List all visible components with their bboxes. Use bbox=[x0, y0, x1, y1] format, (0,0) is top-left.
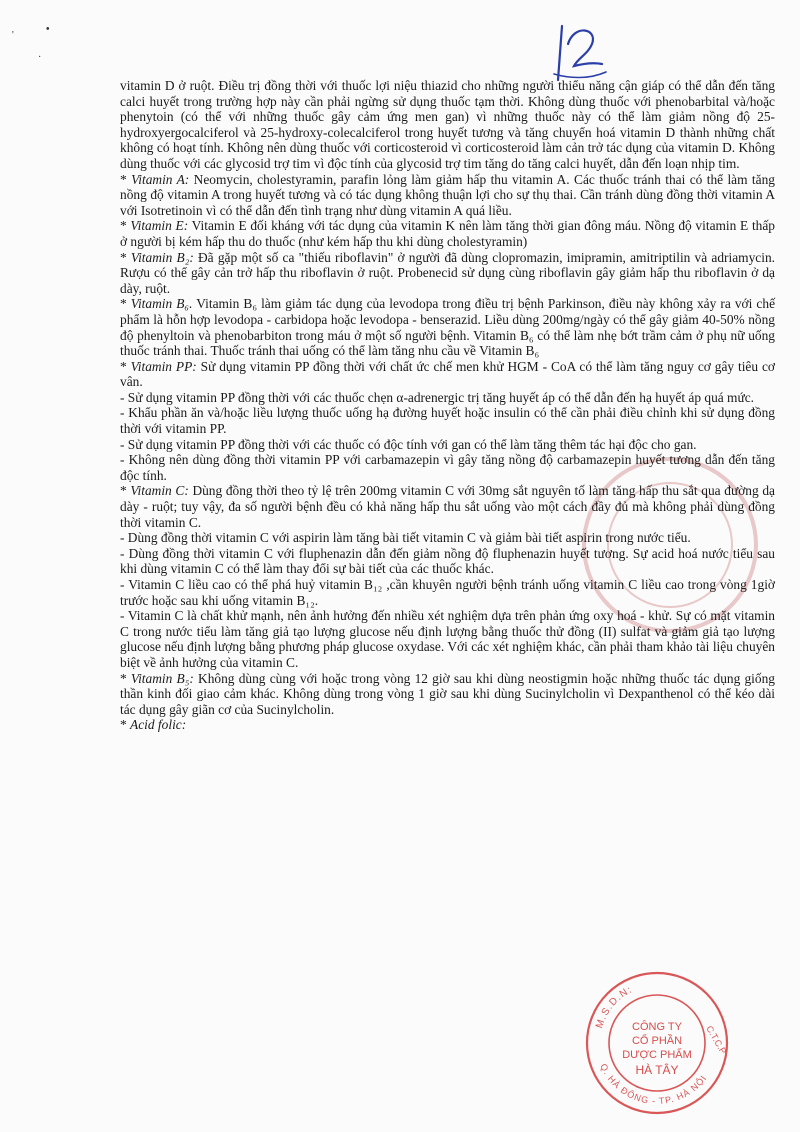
paragraph bbox=[120, 608, 775, 670]
paragraph-text: - Vitamin C là chất khử mạnh, nên ảnh hưởng đến nhiều xét nghiệm dựa trên phản ứng oxy hoá - khử. Sự có mặt vitamin C trong nước tiểu làm tăng giả tạo lượng glucose nếu định lượng bằng thuốc thử đồng (II) sulfat và giảm giả tạo lượng glucose nếu định lượng bằng phương pháp glucose oxydase. Với các xét nghiệm khác, cần phải tham khảo tài liệu chuyên biệt về ảnh hưởng của vitamin C. bbox=[120, 608, 775, 670]
bullet: * bbox=[120, 171, 132, 187]
section-label: Acid folic: bbox=[130, 717, 187, 733]
paragraph-text: - Vitamin C liều cao có thể phá huỷ vitamin B₁₂ ,cần khuyên người bệnh tránh uống vitamin C liều cao trong vòng 1giờ trước hoặc sau khi uống vitamin B₁₂. bbox=[120, 577, 775, 608]
section-label: Vitamin PP: bbox=[130, 358, 197, 374]
scan-speck: · bbox=[38, 52, 42, 63]
bullet: * bbox=[120, 218, 131, 234]
paragraph-text: Vitamin E đối kháng với tác dụng của vitamin K nên làm tăng thời gian đông máu. Nồng độ vitamin E thấp ở người bị kém hấp thu do thuốc (như kém hấp thu khi dùng cholestyramin) bbox=[120, 218, 776, 249]
paragraph bbox=[120, 671, 775, 718]
section-label: Vitamin B₂: bbox=[130, 249, 194, 265]
paragraph bbox=[120, 359, 775, 390]
paragraph bbox=[120, 452, 775, 483]
seal-ring-top-text: M.S.D.N: bbox=[594, 984, 635, 1030]
paragraph-text: Vitamin B₆ làm giảm tác dụng của levodopa trong điều trị bệnh Parkinson, điều này không xảy ra với chế phẩm là hỗn hợp levodopa - carbidopa hoặc levodopa - benserazid. Liều dùng 200mg/ngày có thể gây giảm 40-50% nồng độ phenyltoin và phenobarbiton trong máu ở một số người bệnh. Vitamin B₆ có thể làm nhẹ bớt trầm cảm ở phụ nữ uống thuốc tránh thai. Thuốc tránh thai uống có thể làm tăng nhu cầu về Vitamin B₆ bbox=[120, 296, 776, 359]
paragraph bbox=[120, 577, 775, 608]
paragraph-text: Dùng đồng thời theo tỷ lệ trên 200mg vitamin C với 30mg sắt nguyên tố làm tăng hấp thu sắt qua đường dạ dày - ruột; tuy vậy, đa số người bệnh đều có khả năng hấp thu sắt uống vào một cách đầy đủ mà không phải dùng đồng thời vitamin C. bbox=[120, 483, 775, 530]
paragraph bbox=[120, 250, 775, 297]
paragraph-text: - Sử dụng vitamin PP đồng thời với các thuốc có độc tính với gan có thể làm tăng thêm tác hại độc cho gan. bbox=[120, 436, 697, 452]
seal-ring-bottom-text: Q. HÀ ĐÔNG - TP. HÀ NỘI bbox=[598, 1062, 709, 1107]
paragraph-text: Không dùng cùng với hoặc trong vòng 12 giờ sau khi dùng neostigmin hoặc những thuốc tác dụng giống thần kinh đối giao cảm khác. Không dùng trong vòng 1 giờ sau khi dùng Sucinylcholin vì Dexpanthenol có thể kéo dài tác dụng gây giãn cơ của Sucinylcholin. bbox=[120, 670, 775, 717]
paragraph-text: Đã gặp một số ca "thiếu riboflavin" ở người đã dùng clopromazin, imipramin, amitriptilin và adriamycin. Rượu có thể gây cản trở hấp thu riboflavin ở ruột. Probenecid sử dụng cùng riboflavin gây giảm hấp thu riboflavin ở dạ dày, ruột. bbox=[120, 249, 775, 296]
paragraph bbox=[120, 218, 775, 249]
paragraph-text: Sử dụng vitamin PP đồng thời với chất ức chế men khử HGM - CoA có thể làm tăng nguy cơ gây tiêu cơ vân. bbox=[120, 358, 775, 390]
paragraph bbox=[120, 390, 775, 406]
paragraph-text: Neomycin, cholestyramin, parafin lỏng làm giảm hấp thu vitamin A. Các thuốc tránh thai có thể làm tăng nồng độ vitamin A trong huyết tương và có tác dụng không thuận lợi cho sự thụ thai. Cần tránh dùng đồng thời vitamin A với Isotretinoin vì có thể dẫn đến tình trạng như dùng vitamin A quá liều. bbox=[120, 171, 775, 218]
seal-line-2: CỔ PHẦN bbox=[631, 1035, 683, 1047]
paragraph-text: - Dùng đồng thời vitamin C với fluphenazin dẫn đến giảm nồng độ fluphenazin huyết tương. Sự acid hoá nước tiểu sau khi dùng vitamin C có thể làm thay đổi sự bài tiết của các thuốc khác. bbox=[120, 545, 775, 577]
scan-speck: • bbox=[46, 24, 50, 35]
company-seal bbox=[582, 968, 732, 1118]
document-body bbox=[120, 78, 775, 733]
bullet: * bbox=[120, 358, 131, 374]
seal-line-4: HÀ TÂY bbox=[635, 1063, 679, 1077]
section-label: Vitamin B₆. bbox=[130, 296, 193, 312]
paragraph bbox=[120, 296, 775, 358]
section-label: Vitamin C: bbox=[130, 483, 189, 499]
paragraph-text: - Sử dụng vitamin PP đồng thời với các thuốc chẹn α-adrenergic trị tăng huyết áp có thể dẫn đến hạ huyết áp quá mức. bbox=[120, 389, 755, 405]
paragraph bbox=[120, 437, 775, 453]
paragraph bbox=[120, 172, 775, 219]
paragraph-text: - Dùng đồng thời vitamin C với aspirin làm tăng bài tiết vitamin C và giảm bài tiết aspirin trong nước tiểu. bbox=[120, 530, 691, 546]
paragraph bbox=[120, 405, 775, 436]
paragraph bbox=[120, 546, 775, 577]
paragraph bbox=[120, 78, 775, 172]
seal-line-3: DƯỢC PHẨM bbox=[622, 1049, 692, 1061]
bullet: * bbox=[120, 717, 131, 733]
bullet: * bbox=[120, 670, 131, 686]
paragraph bbox=[120, 530, 775, 546]
section-label: Vitamin E: bbox=[130, 218, 189, 234]
paragraph-text: - Khẩu phần ăn và/hoặc liều lượng thuốc uống hạ đường huyết hoặc insulin có thể cần phải điều chỉnh khi sử dụng đồng thời với vitamin PP. bbox=[120, 405, 775, 437]
scan-speck: ' bbox=[12, 30, 14, 41]
handwritten-page-number bbox=[548, 14, 612, 86]
bullet: * bbox=[120, 483, 131, 499]
paragraph bbox=[120, 717, 775, 733]
bullet: * bbox=[120, 249, 131, 265]
seal-ring-right-text: C.T.C.P bbox=[704, 1024, 729, 1056]
bullet: * bbox=[120, 296, 131, 312]
section-label: Vitamin B₅: bbox=[130, 670, 194, 686]
paragraph-text: vitamin D ở ruột. Điều trị đồng thời với thuốc lợi niệu thiazid cho những người thiểu năng cận giáp có thể dẫn đến tăng calci huyết trong trường hợp này cần phải ngừng sử dụng thuốc tạm thời. Không dùng thuốc với phenobarbital và/hoặc phenytoin (có thể với những thuốc gây cảm ứng men gan) vì những thuốc này có thể làm giảm nồng độ 25-hydroxyergocalciferol và 25-hydroxy-colecalciferol trong huyết tương và tăng chuyển hoá vitamin D thành những chất không có hoạt tính. Không nên dùng thuốc với corticosteroid vì corticosteroid làm cản trở tác dụng của vitamin D. Không dùng thuốc với các glycosid trợ tim vì độc tính của glycosid trợ tim tăng do tăng calci huyết, dẫn đến loạn nhịp tim. bbox=[120, 78, 775, 171]
paragraph-text: - Không nên dùng đồng thời vitamin PP với carbamazepin vì gây tăng nồng độ carbamazepin huyết tương dẫn đến tăng độc tính. bbox=[120, 452, 775, 483]
paragraph bbox=[120, 483, 775, 530]
section-label: Vitamin A: bbox=[131, 171, 190, 187]
seal-line-1: CÔNG TY bbox=[632, 1021, 682, 1033]
